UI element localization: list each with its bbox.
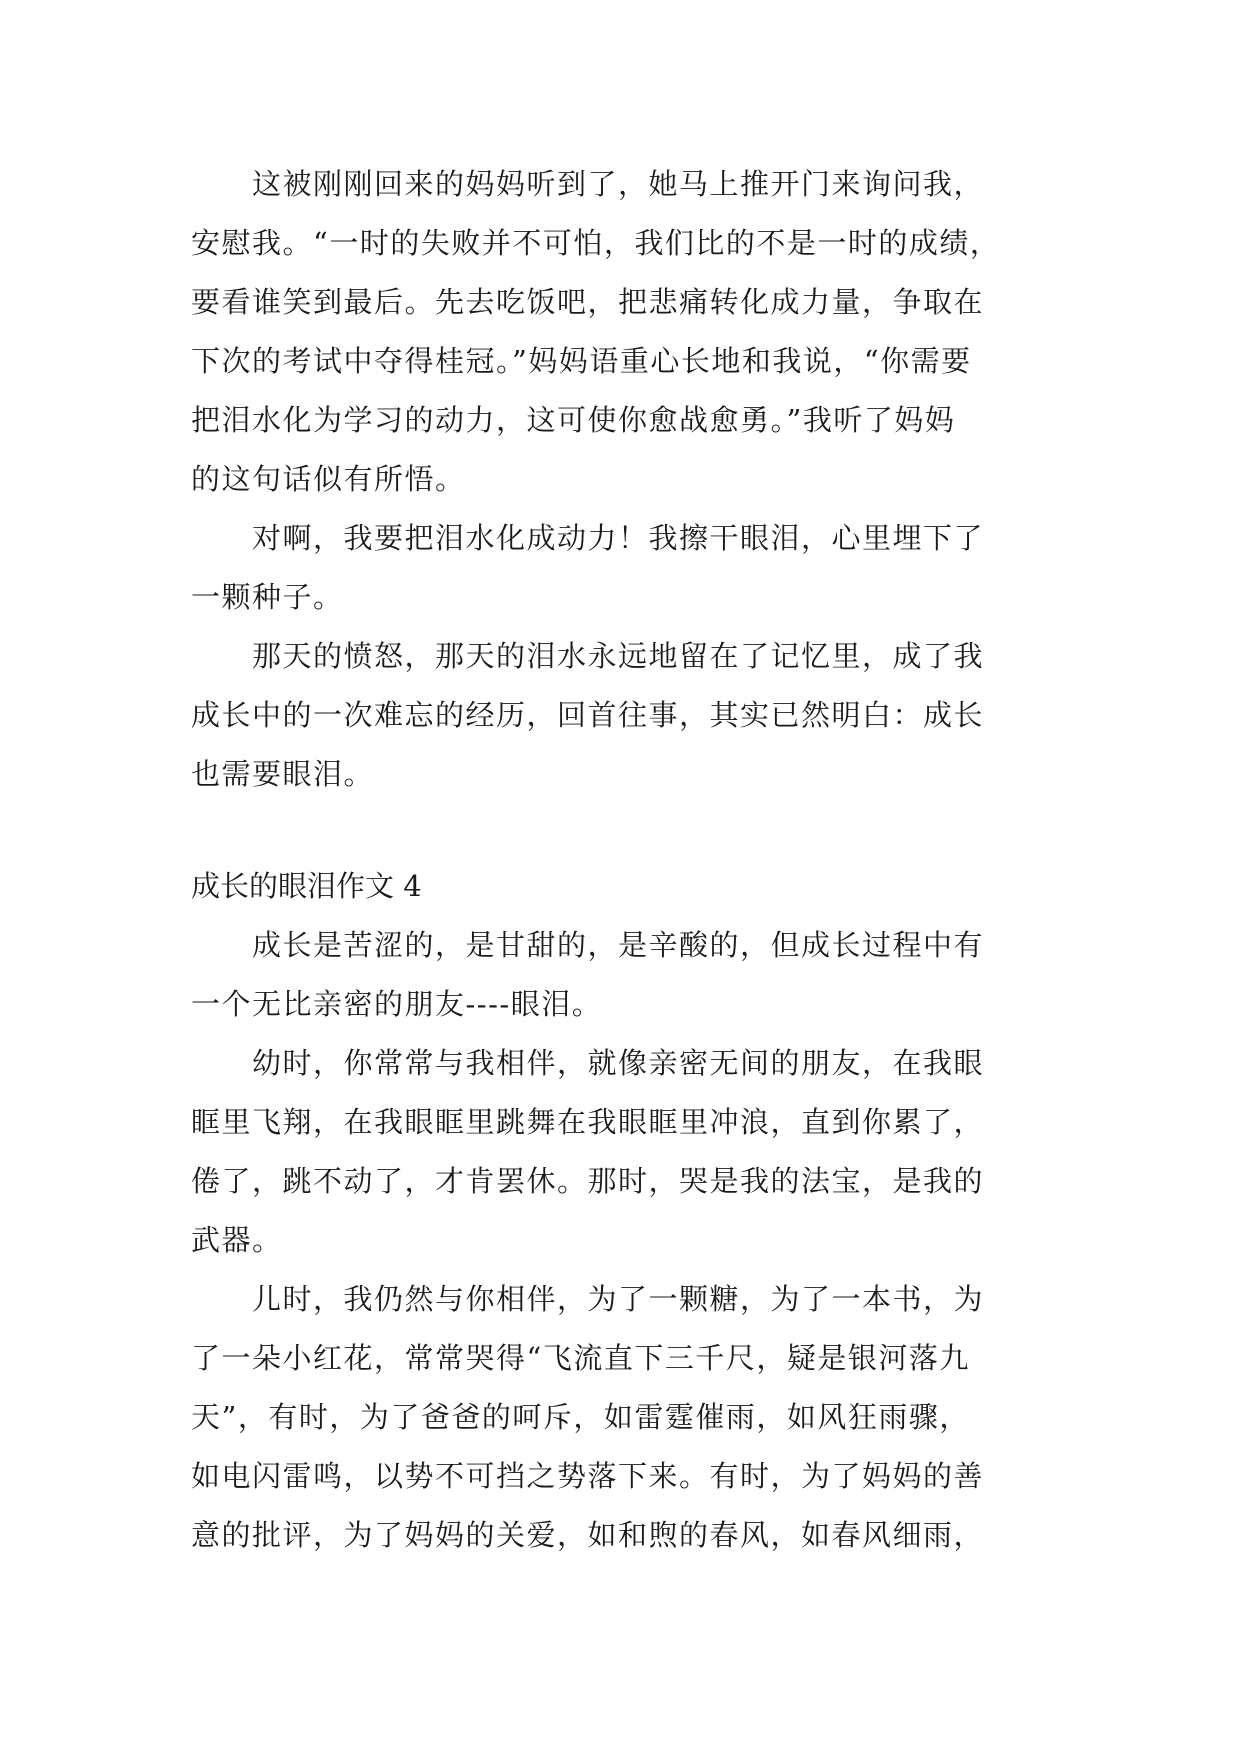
text-line: 成长中的一次难忘的经历，回首往事，其实已然明白：成长	[191, 698, 985, 732]
text-line: 如电闪雷鸣，以势不可挡之势落下来。有时，为了妈妈的善	[191, 1459, 985, 1493]
text-line: 的这句话似有所悟。	[191, 462, 466, 496]
text-line: 这被刚刚回来的妈妈听到了，她马上推开门来询问我，	[191, 167, 985, 201]
text-line: 幼时，你常常与我相伴，就像亲密无间的朋友，在我眼	[191, 1046, 985, 1080]
text-line: 要看谁笑到最后。先去吃饭吧，把悲痛转化成力量，争取在	[191, 285, 985, 319]
text-line: 意的批评，为了妈妈的关爱，如和煦的春风，如春风细雨，	[191, 1518, 985, 1552]
text-line: 武器。	[191, 1223, 283, 1257]
text-line: 天”，有时，为了爸爸的呵斥，如雷霆催雨，如风狂雨骤，	[191, 1400, 970, 1434]
text-line: 把泪水化为学习的动力，这可使你愈战愈勇。”我听了妈妈	[191, 403, 956, 437]
text-line: 也需要眼泪。	[191, 757, 375, 791]
text-line: 了一朵小红花，常常哭得“飞流直下三千尺，疑是银河落九	[191, 1341, 970, 1375]
section-heading: 成长的眼泪作文 4	[191, 869, 422, 903]
text-line: 倦了，跳不动了，才肯罢休。那时，哭是我的法宝，是我的	[191, 1164, 985, 1198]
text-line: 那天的愤怒，那天的泪水永远地留在了记忆里，成了我	[191, 639, 985, 673]
text-line: 一个无比亲密的朋友----眼泪。	[191, 987, 603, 1021]
text-line: 安慰我。“一时的失败并不可怕，我们比的不是一时的成绩，	[191, 226, 1001, 260]
text-line: 眶里飞翔，在我眼眶里跳舞在我眼眶里冲浪，直到你累了，	[191, 1105, 985, 1139]
text-line: 对啊，我要把泪水化成动力！我擦干眼泪，心里埋下了	[191, 521, 985, 555]
text-line: 成长是苦涩的，是甘甜的，是辛酸的，但成长过程中有	[191, 928, 985, 962]
text-line: 儿时，我仍然与你相伴，为了一颗糖，为了一本书，为	[191, 1282, 985, 1316]
text-line: 一颗种子。	[191, 580, 344, 614]
text-line: 下次的考试中夺得桂冠。”妈妈语重心长地和我说，“你需要	[191, 344, 972, 378]
